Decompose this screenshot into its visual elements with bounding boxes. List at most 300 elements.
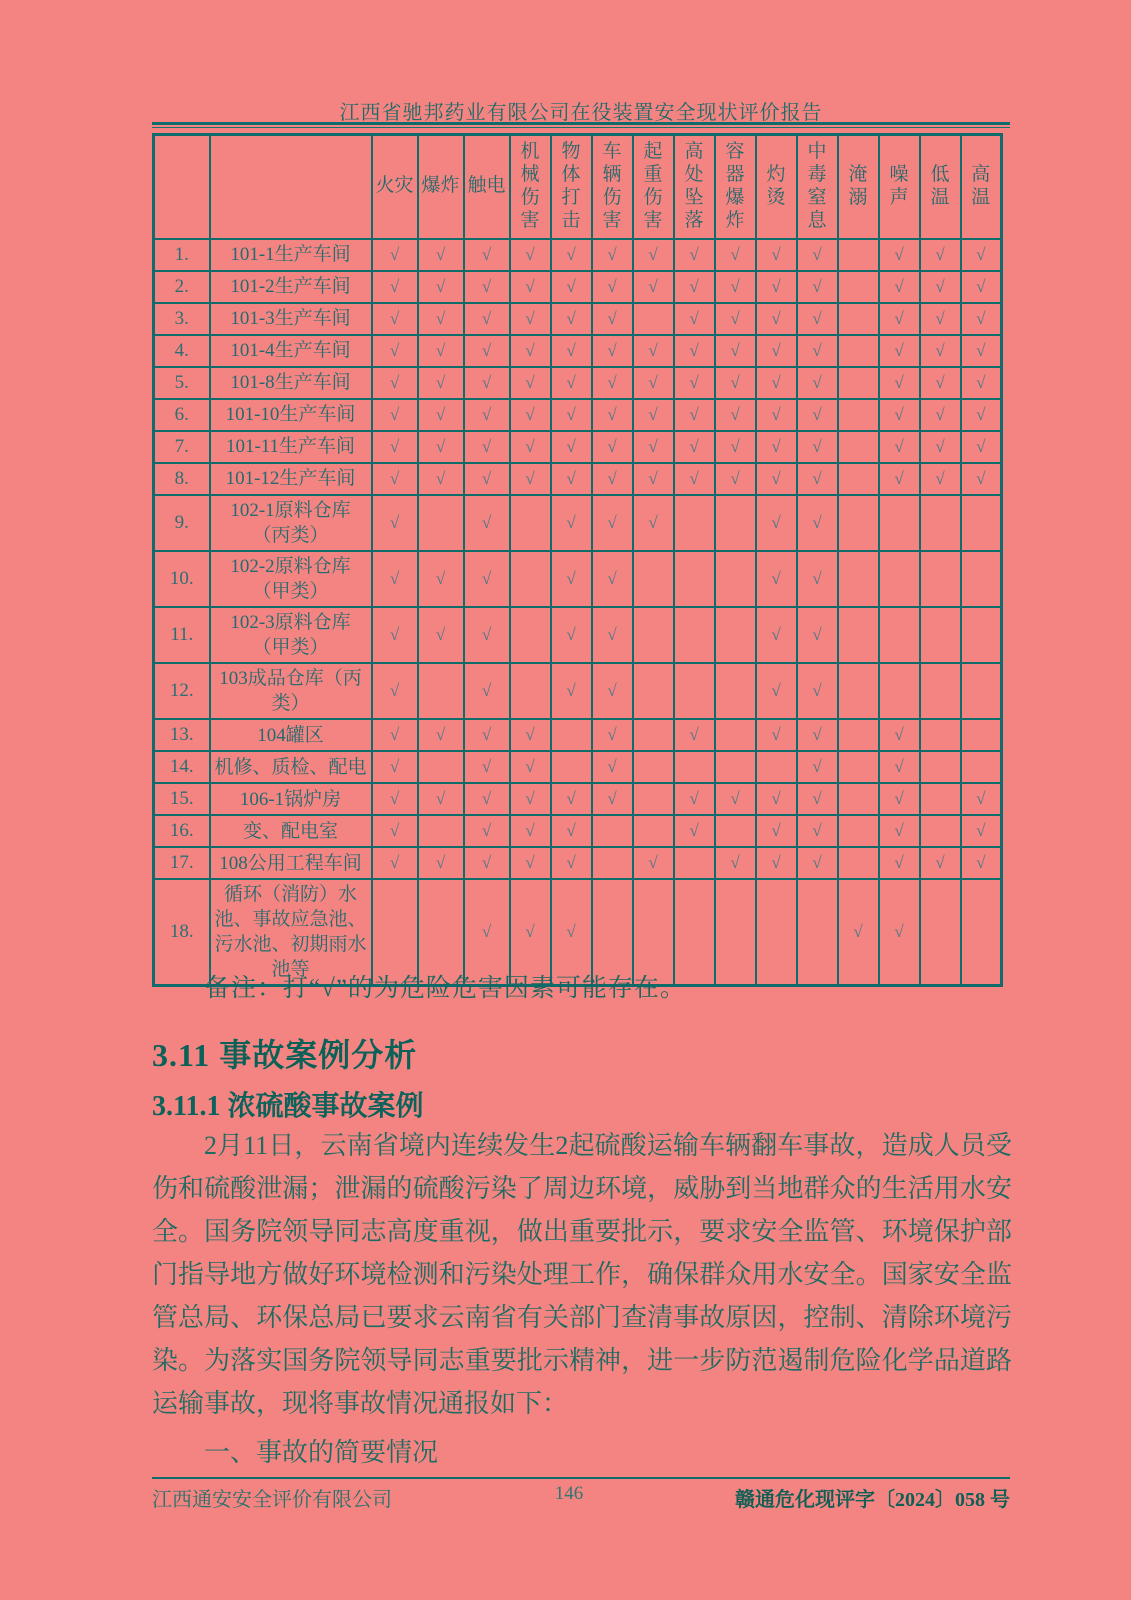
check-mark-cell: √ xyxy=(510,335,551,367)
empty-cell xyxy=(633,663,674,719)
hazard-column-header: 火灾 xyxy=(372,135,418,239)
header-divider xyxy=(152,122,1010,128)
check-mark-cell: √ xyxy=(592,335,633,367)
check-mark-cell: √ xyxy=(879,719,920,751)
check-mark-cell: √ xyxy=(797,399,838,431)
row-name: 102-2原料仓库（甲类） xyxy=(210,551,372,607)
hazard-column-header: 爆炸 xyxy=(418,135,464,239)
check-mark-cell: √ xyxy=(551,463,592,495)
check-mark-cell: √ xyxy=(592,367,633,399)
footer-page-number: 146 xyxy=(554,1483,584,1504)
hazard-column-header: 噪声 xyxy=(879,135,920,239)
empty-cell xyxy=(879,495,920,551)
hazard-column-header: 车辆伤害 xyxy=(592,135,633,239)
empty-cell xyxy=(715,551,756,607)
empty-cell xyxy=(838,719,879,751)
row-name: 102-3原料仓库（甲类） xyxy=(210,607,372,663)
empty-cell xyxy=(633,303,674,335)
page-footer xyxy=(152,1483,1010,1512)
check-mark-cell: √ xyxy=(715,271,756,303)
check-mark-cell: √ xyxy=(372,783,418,815)
empty-cell xyxy=(838,847,879,879)
check-mark-cell: √ xyxy=(961,783,1002,815)
row-name: 101-12生产车间 xyxy=(210,463,372,495)
check-mark-cell: √ xyxy=(372,815,418,847)
check-mark-cell: √ xyxy=(372,847,418,879)
check-mark-cell: √ xyxy=(418,239,464,271)
check-mark-cell: √ xyxy=(551,879,592,986)
row-name: 104罐区 xyxy=(210,719,372,751)
row-name: 变、配电室 xyxy=(210,815,372,847)
check-mark-cell: √ xyxy=(797,751,838,783)
check-mark-cell: √ xyxy=(510,367,551,399)
check-mark-cell: √ xyxy=(674,463,715,495)
empty-cell xyxy=(920,751,961,783)
empty-cell xyxy=(551,719,592,751)
check-mark-cell: √ xyxy=(879,399,920,431)
check-mark-cell: √ xyxy=(756,607,797,663)
check-mark-cell: √ xyxy=(418,399,464,431)
check-mark-cell: √ xyxy=(797,495,838,551)
table-row xyxy=(154,551,1002,607)
check-mark-cell: √ xyxy=(879,751,920,783)
check-mark-cell: √ xyxy=(372,367,418,399)
hazard-column-header: 物体打击 xyxy=(551,135,592,239)
check-mark-cell: √ xyxy=(633,495,674,551)
check-mark-cell: √ xyxy=(418,367,464,399)
check-mark-cell: √ xyxy=(510,431,551,463)
check-mark-cell: √ xyxy=(464,783,510,815)
check-mark-cell: √ xyxy=(633,431,674,463)
table-row xyxy=(154,303,1002,335)
section-heading-3-11-1: 3.11.1 浓硫酸事故案例 xyxy=(152,1091,424,1122)
check-mark-cell: √ xyxy=(674,239,715,271)
check-mark-cell: √ xyxy=(920,335,961,367)
empty-cell xyxy=(674,495,715,551)
empty-cell xyxy=(838,751,879,783)
row-name: 101-8生产车间 xyxy=(210,367,372,399)
check-mark-cell: √ xyxy=(879,239,920,271)
check-mark-cell: √ xyxy=(879,879,920,986)
check-mark-cell: √ xyxy=(464,463,510,495)
check-mark-cell: √ xyxy=(715,367,756,399)
section-heading-3-11: 3.11 事故案例分析 xyxy=(152,1037,418,1073)
check-mark-cell: √ xyxy=(674,431,715,463)
row-number: 6. xyxy=(154,399,210,431)
check-mark-cell: √ xyxy=(592,607,633,663)
hazard-column-header: 灼烫 xyxy=(756,135,797,239)
check-mark-cell: √ xyxy=(756,815,797,847)
corner-cell-name xyxy=(210,135,372,239)
check-mark-cell: √ xyxy=(715,783,756,815)
empty-cell xyxy=(715,815,756,847)
empty-cell xyxy=(838,783,879,815)
row-name: 101-1生产车间 xyxy=(210,239,372,271)
hazard-column-header: 触电 xyxy=(464,135,510,239)
empty-cell xyxy=(920,719,961,751)
check-mark-cell: √ xyxy=(551,335,592,367)
row-number: 15. xyxy=(154,783,210,815)
empty-cell xyxy=(633,815,674,847)
check-mark-cell: √ xyxy=(372,495,418,551)
check-mark-cell: √ xyxy=(756,367,797,399)
check-mark-cell: √ xyxy=(418,719,464,751)
empty-cell xyxy=(715,663,756,719)
table-header-row xyxy=(154,135,1002,239)
check-mark-cell: √ xyxy=(464,847,510,879)
check-mark-cell: √ xyxy=(418,847,464,879)
check-mark-cell: √ xyxy=(551,551,592,607)
empty-cell xyxy=(592,815,633,847)
check-mark-cell: √ xyxy=(674,303,715,335)
empty-cell xyxy=(510,495,551,551)
empty-cell xyxy=(633,607,674,663)
check-mark-cell: √ xyxy=(633,399,674,431)
check-mark-cell: √ xyxy=(633,335,674,367)
empty-cell xyxy=(838,335,879,367)
row-number: 12. xyxy=(154,663,210,719)
check-mark-cell: √ xyxy=(756,551,797,607)
check-mark-cell: √ xyxy=(961,239,1002,271)
row-number: 4. xyxy=(154,335,210,367)
check-mark-cell: √ xyxy=(715,463,756,495)
check-mark-cell: √ xyxy=(551,399,592,431)
table-row xyxy=(154,495,1002,551)
check-mark-cell: √ xyxy=(551,783,592,815)
check-mark-cell: √ xyxy=(920,399,961,431)
check-mark-cell: √ xyxy=(961,271,1002,303)
check-mark-cell: √ xyxy=(464,239,510,271)
empty-cell xyxy=(838,303,879,335)
row-name: 103成品仓库（丙类） xyxy=(210,663,372,719)
empty-cell xyxy=(920,551,961,607)
check-mark-cell: √ xyxy=(715,431,756,463)
check-mark-cell: √ xyxy=(879,815,920,847)
check-mark-cell: √ xyxy=(372,607,418,663)
check-mark-cell: √ xyxy=(797,367,838,399)
table-row xyxy=(154,751,1002,783)
empty-cell xyxy=(633,719,674,751)
empty-cell xyxy=(715,751,756,783)
empty-cell xyxy=(633,551,674,607)
check-mark-cell: √ xyxy=(551,815,592,847)
empty-cell xyxy=(838,239,879,271)
check-mark-cell: √ xyxy=(674,815,715,847)
empty-cell xyxy=(756,751,797,783)
check-mark-cell: √ xyxy=(756,719,797,751)
check-mark-cell: √ xyxy=(418,607,464,663)
row-number: 1. xyxy=(154,239,210,271)
check-mark-cell: √ xyxy=(592,271,633,303)
check-mark-cell: √ xyxy=(372,463,418,495)
check-mark-cell: √ xyxy=(372,399,418,431)
hazard-column-header: 中毒窒息 xyxy=(797,135,838,239)
row-number: 3. xyxy=(154,303,210,335)
empty-cell xyxy=(920,815,961,847)
empty-cell xyxy=(838,431,879,463)
row-name: 101-3生产车间 xyxy=(210,303,372,335)
corner-cell-number xyxy=(154,135,210,239)
footer-company: 江西通安安全评价有限公司 xyxy=(152,1489,392,1511)
hazard-column-header: 淹溺 xyxy=(838,135,879,239)
hazard-column-header: 容器爆炸 xyxy=(715,135,756,239)
check-mark-cell: √ xyxy=(633,847,674,879)
check-mark-cell: √ xyxy=(418,303,464,335)
empty-cell xyxy=(674,847,715,879)
empty-cell xyxy=(920,783,961,815)
table-row xyxy=(154,815,1002,847)
check-mark-cell: √ xyxy=(464,663,510,719)
hazard-factor-table xyxy=(152,133,1003,987)
check-mark-cell: √ xyxy=(674,271,715,303)
empty-cell xyxy=(961,551,1002,607)
check-mark-cell: √ xyxy=(797,783,838,815)
check-mark-cell: √ xyxy=(961,815,1002,847)
check-mark-cell: √ xyxy=(372,551,418,607)
check-mark-cell: √ xyxy=(879,335,920,367)
row-number: 5. xyxy=(154,367,210,399)
check-mark-cell: √ xyxy=(756,271,797,303)
check-mark-cell: √ xyxy=(464,551,510,607)
empty-cell xyxy=(418,751,464,783)
check-mark-cell: √ xyxy=(464,367,510,399)
hazard-column-header: 机械伤害 xyxy=(510,135,551,239)
table-row xyxy=(154,783,1002,815)
check-mark-cell: √ xyxy=(797,719,838,751)
check-mark-cell: √ xyxy=(418,783,464,815)
empty-cell xyxy=(633,783,674,815)
row-number: 17. xyxy=(154,847,210,879)
empty-cell xyxy=(510,551,551,607)
check-mark-cell: √ xyxy=(674,367,715,399)
check-mark-cell: √ xyxy=(838,879,879,986)
check-mark-cell: √ xyxy=(797,551,838,607)
check-mark-cell: √ xyxy=(879,271,920,303)
check-mark-cell: √ xyxy=(551,847,592,879)
check-mark-cell: √ xyxy=(879,783,920,815)
footer-divider xyxy=(152,1477,1010,1479)
check-mark-cell: √ xyxy=(464,399,510,431)
empty-cell xyxy=(879,663,920,719)
row-number: 13. xyxy=(154,719,210,751)
page-header-title: 江西省驰邦药业有限公司在役装置安全现状评价报告 xyxy=(339,102,823,124)
check-mark-cell: √ xyxy=(756,663,797,719)
hazard-column-header: 高温 xyxy=(961,135,1002,239)
empty-cell xyxy=(715,719,756,751)
row-name: 108公用工程车间 xyxy=(210,847,372,879)
empty-cell xyxy=(961,719,1002,751)
check-mark-cell: √ xyxy=(418,551,464,607)
empty-cell xyxy=(592,847,633,879)
table-row xyxy=(154,719,1002,751)
check-mark-cell: √ xyxy=(797,663,838,719)
check-mark-cell: √ xyxy=(797,847,838,879)
case-list-item: 一、事故的简要情况 xyxy=(204,1438,439,1467)
check-mark-cell: √ xyxy=(464,607,510,663)
check-mark-cell: √ xyxy=(633,463,674,495)
check-mark-cell: √ xyxy=(674,719,715,751)
check-mark-cell: √ xyxy=(797,335,838,367)
footer-doc-number: 赣通危化现评字〔2024〕058 号 xyxy=(735,1489,1010,1511)
check-mark-cell: √ xyxy=(418,335,464,367)
table-row xyxy=(154,367,1002,399)
table-row xyxy=(154,607,1002,663)
table-note: 备注：打“√”的为危险危害因素可能存在。 xyxy=(205,975,686,1002)
hazard-column-header: 起重伤害 xyxy=(633,135,674,239)
check-mark-cell: √ xyxy=(372,719,418,751)
check-mark-cell: √ xyxy=(756,463,797,495)
row-name: 101-4生产车间 xyxy=(210,335,372,367)
check-mark-cell: √ xyxy=(510,463,551,495)
check-mark-cell: √ xyxy=(920,303,961,335)
empty-cell xyxy=(418,663,464,719)
check-mark-cell: √ xyxy=(797,815,838,847)
check-mark-cell: √ xyxy=(464,751,510,783)
check-mark-cell: √ xyxy=(372,751,418,783)
check-mark-cell: √ xyxy=(551,239,592,271)
empty-cell xyxy=(879,607,920,663)
check-mark-cell: √ xyxy=(592,751,633,783)
check-mark-cell: √ xyxy=(464,303,510,335)
check-mark-cell: √ xyxy=(920,367,961,399)
check-mark-cell: √ xyxy=(920,271,961,303)
table-row xyxy=(154,663,1002,719)
empty-cell xyxy=(961,663,1002,719)
row-name: 102-1原料仓库（丙类） xyxy=(210,495,372,551)
row-number: 14. xyxy=(154,751,210,783)
check-mark-cell: √ xyxy=(879,303,920,335)
empty-cell xyxy=(961,495,1002,551)
check-mark-cell: √ xyxy=(372,431,418,463)
check-mark-cell: √ xyxy=(592,495,633,551)
check-mark-cell: √ xyxy=(920,239,961,271)
check-mark-cell: √ xyxy=(797,431,838,463)
check-mark-cell: √ xyxy=(551,607,592,663)
check-mark-cell: √ xyxy=(797,271,838,303)
check-mark-cell: √ xyxy=(551,303,592,335)
check-mark-cell: √ xyxy=(715,335,756,367)
empty-cell xyxy=(674,663,715,719)
check-mark-cell: √ xyxy=(715,239,756,271)
empty-cell xyxy=(674,607,715,663)
hazard-column-header: 高处坠落 xyxy=(674,135,715,239)
check-mark-cell: √ xyxy=(756,303,797,335)
check-mark-cell: √ xyxy=(674,783,715,815)
check-mark-cell: √ xyxy=(961,303,1002,335)
check-mark-cell: √ xyxy=(879,367,920,399)
row-number: 2. xyxy=(154,271,210,303)
check-mark-cell: √ xyxy=(961,335,1002,367)
empty-cell xyxy=(715,607,756,663)
table-row xyxy=(154,335,1002,367)
row-name: 106-1锅炉房 xyxy=(210,783,372,815)
check-mark-cell: √ xyxy=(674,335,715,367)
check-mark-cell: √ xyxy=(961,847,1002,879)
check-mark-cell: √ xyxy=(715,847,756,879)
check-mark-cell: √ xyxy=(464,431,510,463)
check-mark-cell: √ xyxy=(551,663,592,719)
check-mark-cell: √ xyxy=(592,719,633,751)
table-row xyxy=(154,847,1002,879)
row-number: 16. xyxy=(154,815,210,847)
check-mark-cell: √ xyxy=(797,607,838,663)
check-mark-cell: √ xyxy=(920,847,961,879)
empty-cell xyxy=(920,495,961,551)
check-mark-cell: √ xyxy=(633,271,674,303)
check-mark-cell: √ xyxy=(510,815,551,847)
check-mark-cell: √ xyxy=(510,303,551,335)
row-name: 101-10生产车间 xyxy=(210,399,372,431)
check-mark-cell: √ xyxy=(418,463,464,495)
row-number: 7. xyxy=(154,431,210,463)
check-mark-cell: √ xyxy=(756,335,797,367)
check-mark-cell: √ xyxy=(756,495,797,551)
check-mark-cell: √ xyxy=(920,431,961,463)
empty-cell xyxy=(674,751,715,783)
empty-cell xyxy=(838,815,879,847)
row-number: 11. xyxy=(154,607,210,663)
empty-cell xyxy=(920,607,961,663)
row-number: 8. xyxy=(154,463,210,495)
table-row xyxy=(154,399,1002,431)
empty-cell xyxy=(920,663,961,719)
empty-cell xyxy=(838,551,879,607)
check-mark-cell: √ xyxy=(961,431,1002,463)
row-name: 101-11生产车间 xyxy=(210,431,372,463)
check-mark-cell: √ xyxy=(592,399,633,431)
empty-cell xyxy=(551,751,592,783)
empty-cell xyxy=(961,607,1002,663)
check-mark-cell: √ xyxy=(510,271,551,303)
table-row xyxy=(154,463,1002,495)
check-mark-cell: √ xyxy=(510,879,551,986)
check-mark-cell: √ xyxy=(797,239,838,271)
row-number: 9. xyxy=(154,495,210,551)
table-row xyxy=(154,431,1002,463)
check-mark-cell: √ xyxy=(510,847,551,879)
check-mark-cell: √ xyxy=(418,431,464,463)
check-mark-cell: √ xyxy=(756,783,797,815)
empty-cell xyxy=(838,399,879,431)
check-mark-cell: √ xyxy=(551,495,592,551)
check-mark-cell: √ xyxy=(510,719,551,751)
check-mark-cell: √ xyxy=(879,847,920,879)
check-mark-cell: √ xyxy=(372,335,418,367)
empty-cell xyxy=(838,663,879,719)
check-mark-cell: √ xyxy=(551,367,592,399)
check-mark-cell: √ xyxy=(510,399,551,431)
empty-cell xyxy=(838,271,879,303)
empty-cell xyxy=(633,751,674,783)
check-mark-cell: √ xyxy=(797,463,838,495)
empty-cell xyxy=(418,815,464,847)
check-mark-cell: √ xyxy=(372,271,418,303)
case-paragraph: 2月11日，云南省境内连续发生2起硫酸运输车辆翻车事故，造成人员受伤和硫酸泄漏；泄漏的硫酸污染了周边环境，威胁到当地群众的生活用水安全。国务院领导同志高度重视，做出重要批示，要求安全监管、环境保护部门指导地方做好环境检测和污染处理工作，确保群众用水安全。国家安全监管总局、环保总局已要求云南省有关部门查清事故原因，控制、清除环境污染。为落实国务院领导同志重要批示精神，进一步防范遏制危险化学品道路运输事故，现将事故情况通报如下： xyxy=(152,1131,1012,1418)
check-mark-cell: √ xyxy=(464,815,510,847)
empty-cell xyxy=(838,463,879,495)
check-mark-cell: √ xyxy=(592,783,633,815)
check-mark-cell: √ xyxy=(715,303,756,335)
check-mark-cell: √ xyxy=(510,751,551,783)
check-mark-cell: √ xyxy=(592,303,633,335)
empty-cell xyxy=(418,495,464,551)
row-name: 机修、质检、配电 xyxy=(210,751,372,783)
empty-cell xyxy=(961,751,1002,783)
check-mark-cell: √ xyxy=(633,367,674,399)
check-mark-cell: √ xyxy=(715,399,756,431)
table-row xyxy=(154,239,1002,271)
check-mark-cell: √ xyxy=(372,239,418,271)
